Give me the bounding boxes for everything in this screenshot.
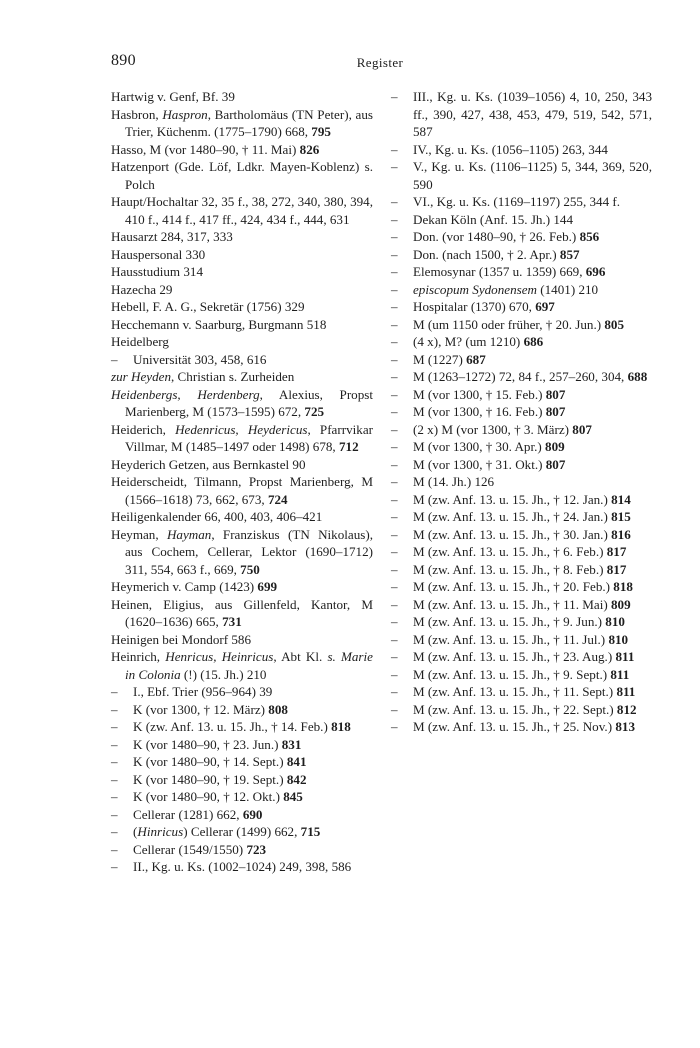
entry-text: , Christian s. Zurheiden (171, 369, 295, 384)
entry-main-page: 842 (286, 771, 307, 787)
index-subentry (391, 526, 652, 544)
index-subentry (391, 438, 652, 456)
entry-text: (1401) 210 (537, 281, 599, 297)
entry-text: II., Kg. u. Ks. (1002–1024) 249, 398, 586 (133, 859, 352, 874)
entry-text: Heidenbergs, Herdenberg (111, 386, 260, 402)
index-entry (111, 648, 373, 683)
entry-text: Hospitalar (1370) 670, (413, 299, 536, 314)
running-head: Register (356, 55, 404, 70)
index-subentry (111, 701, 373, 719)
index-subentry (111, 753, 373, 771)
index-subentry (391, 613, 652, 631)
index-subentry (391, 141, 652, 159)
index-subentry (391, 351, 652, 369)
subentry-dash: – (391, 159, 398, 174)
index-subentry (391, 246, 652, 264)
entry-text: M (zw. Anf. 13. u. 15. Jh., † 22. Sept.) (413, 701, 617, 717)
subentry-dash: – (391, 491, 398, 507)
entry-main-page: 816 (611, 526, 631, 542)
entry-text: M (zw. Anf. 13. u. 15. Jh., † 11. Jul.) (413, 631, 609, 647)
subentry-dash: – (391, 351, 398, 367)
entry-main-page: 712 (338, 439, 359, 454)
subentry-dash: – (111, 771, 118, 787)
entry-text: Haspron (162, 106, 208, 122)
index-subentry (391, 403, 652, 421)
index-entry (111, 228, 373, 246)
entry-main-page: 845 (283, 789, 303, 804)
subentry-dash: – (111, 736, 118, 752)
entry-main-page: 856 (579, 229, 600, 244)
index-subentry (391, 648, 652, 666)
entry-text: , Alexius, Propst Marienberg, M (1573–1595) 672, (125, 386, 374, 419)
entry-main-page: 690 (242, 806, 263, 822)
entry-text: Haupt/Hochaltar 32, 35 f., 38, 272, 340, 380, 394, 410 f., 414 f., 417 ff., 424, 434 f., 444, 631 (111, 194, 373, 227)
entry-text: Cellerar (1549/1550) (133, 841, 247, 857)
index-subentry (391, 158, 652, 193)
entry-main-page: 811 (610, 666, 630, 682)
entry-text: Elemosynar (1357 u. 1359) 669, (413, 264, 586, 279)
entry-text: , Pfarrvikar Villmar, M (1485–1497 oder 1498) 678, (125, 421, 373, 454)
entry-text: , Franziskus (TN Nikolaus), aus Cochem, Cellerar, Lektor (1690–1712) 311, 554, 663 f., 669, (125, 526, 374, 577)
entry-text: Hecchemann v. Saarburg, Burgmann 518 (111, 316, 327, 332)
subentry-dash: – (391, 334, 398, 349)
entry-main-page: 686 (523, 334, 544, 349)
subentry-dash: – (391, 649, 398, 664)
entry-text: M (zw. Anf. 13. u. 15. Jh., † 6. Feb.) (413, 544, 607, 559)
entry-main-page: 807 (572, 421, 592, 437)
subentry-dash: – (391, 614, 398, 629)
index-subentry (391, 473, 652, 491)
subentry-dash: – (391, 246, 398, 262)
entry-main-page: 857 (559, 246, 580, 262)
subentry-dash: – (111, 789, 118, 804)
entry-main-page: 807 (545, 404, 566, 419)
index-subentry (391, 193, 652, 211)
entry-text: V., Kg. u. Ks. (1106–1125) 5, 344, 369, 520, 590 (413, 159, 652, 192)
entry-main-page: 812 (616, 701, 637, 717)
index-subentry (391, 333, 652, 351)
subentry-dash: – (111, 824, 118, 839)
entry-text: M (zw. Anf. 13. u. 15. Jh., † 9. Jun.) (413, 614, 606, 629)
entry-text: Hauspersonal 330 (111, 246, 206, 262)
entry-main-page: 817 (606, 561, 627, 577)
index-column-right (391, 88, 652, 736)
entry-text: Heidelberg (111, 334, 169, 349)
index-subentry (111, 351, 373, 369)
entry-text: Heinen, Eligius, aus Gillenfeld, Kantor, M (1620–1636) 665, (111, 596, 373, 629)
entry-text: Heiderscheidt, Tilmann, Propst Marienberg, M (1566–1618) 73, 662, 673, (111, 474, 373, 507)
entry-main-page: 810 (605, 614, 625, 629)
index-subentry (391, 421, 652, 439)
subentry-dash: – (391, 526, 398, 542)
entry-main-page: 697 (535, 299, 555, 314)
entry-main-page: 818 (613, 579, 633, 594)
subentry-dash: – (391, 211, 398, 227)
index-subentry (391, 561, 652, 579)
entry-text: Cellerar (1281) 662, (133, 806, 243, 822)
index-subentry (391, 228, 652, 246)
subentry-dash: – (391, 666, 398, 682)
entry-main-page: 715 (300, 824, 321, 839)
entry-text: (!) (15. Jh.) 210 (180, 666, 267, 682)
index-entry (111, 596, 373, 631)
index-subentry (391, 508, 652, 526)
index-subentry (391, 578, 652, 596)
entry-text: M (zw. Anf. 13. u. 15. Jh., † 20. Feb.) (413, 579, 614, 594)
index-entry (111, 631, 373, 649)
page-number: 890 (111, 52, 136, 69)
entry-text: Heiligenkalender 66, 400, 403, 406–421 (111, 509, 323, 524)
entry-main-page: 811 (616, 684, 636, 699)
entry-text: Heinrich, (111, 649, 166, 664)
index-entry (111, 333, 373, 351)
index-entry (111, 473, 373, 508)
index-entry (111, 421, 373, 456)
index-entry (111, 578, 373, 596)
subentry-dash: – (391, 474, 398, 489)
subentry-dash: – (391, 316, 398, 332)
entry-text: , Abt Kl. (273, 649, 328, 664)
entry-text: Hasbron, (111, 106, 163, 122)
index-entry (111, 193, 373, 228)
index-column-left (111, 88, 373, 876)
entry-main-page: 817 (606, 544, 627, 559)
entry-text: episcopum Sydonensem (413, 281, 537, 297)
index-subentry (391, 596, 652, 614)
entry-main-page: 688 (627, 369, 648, 384)
subentry-dash: – (391, 596, 398, 612)
entry-text: Heymerich v. Camp (1423) (111, 579, 258, 594)
entry-text: Heyman, (111, 526, 167, 542)
entry-text: Universität 303, 458, 616 (133, 351, 267, 367)
subentry-dash: – (111, 806, 118, 822)
index-entry (111, 158, 373, 193)
entry-text: VI., Kg. u. Ks. (1169–1197) 255, 344 f. (413, 194, 621, 209)
index-subentry (111, 823, 373, 841)
entry-text: Hausarzt 284, 317, 333 (111, 229, 233, 244)
subentry-dash: – (391, 369, 398, 384)
index-subentry (391, 701, 652, 719)
index-subentry (111, 718, 373, 736)
subentry-dash: – (391, 579, 398, 594)
entry-text: M (zw. Anf. 13. u. 15. Jh., † 11. Mai) (413, 596, 611, 612)
subentry-dash: – (391, 544, 398, 559)
index-entry (111, 246, 373, 264)
index-subentry (391, 543, 652, 561)
entry-text: M (1227) (413, 351, 467, 367)
entry-text: Hazecha 29 (111, 281, 173, 297)
subentry-dash: – (391, 719, 398, 734)
entry-text: M (zw. Anf. 13. u. 15. Jh., † 30. Jan.) (413, 526, 612, 542)
entry-text: I., Ebf. Trier (956–964) 39 (133, 684, 273, 699)
entry-text: M (vor 1300, † 16. Feb.) (413, 404, 546, 419)
entry-text: K (vor 1480–90, † 12. Okt.) (133, 789, 284, 804)
index-entry (111, 88, 373, 106)
subentry-dash: – (391, 89, 398, 104)
entry-main-page: 699 (257, 579, 278, 594)
entry-text: K (vor 1480–90, † 23. Jun.) (133, 736, 282, 752)
entry-text: Henricus, Heinricus (165, 649, 274, 664)
subentry-dash: – (111, 684, 118, 699)
entry-text: M (vor 1300, † 15. Feb.) (413, 386, 546, 402)
entry-text: III., Kg. u. Ks. (1039–1056) 4, 10, 250, 343 ff., 390, 427, 438, 453, 479, 519, 542, 571, 587 (413, 89, 652, 139)
entry-text: M (vor 1300, † 30. Apr.) (413, 439, 546, 454)
entry-text: K (vor 1300, † 12. März) (133, 701, 269, 717)
index-entry (111, 526, 373, 579)
entry-text: Hatzenport (Gde. Löf, Ldkr. Mayen-Koblenz) s. Polch (111, 159, 373, 192)
index-entry (111, 508, 373, 526)
entry-text: M (14. Jh.) 126 (413, 474, 495, 489)
entry-main-page: 807 (545, 456, 566, 472)
index-subentry (391, 316, 652, 334)
entry-text: Don. (vor 1480–90, † 26. Feb.) (413, 229, 580, 244)
index-entry (111, 456, 373, 474)
entry-text: M (zw. Anf. 13. u. 15. Jh., † 11. Sept.) (413, 684, 617, 699)
subentry-dash: – (391, 456, 398, 472)
subentry-dash: – (391, 421, 398, 437)
index-subentry (111, 736, 373, 754)
subentry-dash: – (391, 299, 398, 314)
index-subentry (111, 788, 373, 806)
entry-text: Hasso, M (vor 1480–90, † 11. Mai) (111, 141, 300, 157)
index-subentry (111, 683, 373, 701)
entry-text: M (zw. Anf. 13. u. 15. Jh., † 24. Jan.) (413, 509, 612, 524)
entry-main-page: 750 (240, 561, 260, 577)
entry-main-page: 818 (331, 719, 351, 734)
entry-text: , Bartholomäus (TN Peter), aus Trier, Küchenm. (1775–1790) 668, (125, 106, 373, 139)
subentry-dash: – (111, 351, 118, 367)
entry-text: M (zw. Anf. 13. u. 15. Jh., † 25. Nov.) (413, 719, 616, 734)
index-subentry (391, 386, 652, 404)
entry-text: s. Marie in Colonia (125, 649, 373, 682)
index-subentry (391, 211, 652, 229)
index-entry (111, 141, 373, 159)
subentry-dash: – (391, 684, 398, 699)
index-subentry (391, 491, 652, 509)
index-subentry (391, 263, 652, 281)
index-subentry (391, 456, 652, 474)
entry-text: M (zw. Anf. 13. u. 15. Jh., † 8. Feb.) (413, 561, 607, 577)
entry-text: Dekan Köln (Anf. 15. Jh.) 144 (413, 211, 574, 227)
entry-text: M (vor 1300, † 31. Okt.) (413, 456, 546, 472)
entry-main-page: 696 (585, 264, 606, 279)
index-entry (111, 106, 373, 141)
entry-text: ) Cellerar (1499) 662, (183, 824, 301, 839)
subentry-dash: – (391, 229, 398, 244)
entry-text: Hebell, F. A. G., Sekretär (1756) 329 (111, 299, 305, 314)
entry-text: Hinricus (137, 824, 184, 839)
entry-main-page: 808 (268, 701, 288, 717)
entry-main-page: 805 (604, 316, 625, 332)
index-subentry (111, 771, 373, 789)
entry-main-page: 809 (610, 596, 631, 612)
subentry-dash: – (111, 754, 118, 769)
index-subentry (391, 666, 652, 684)
subentry-dash: – (391, 701, 398, 717)
index-subentry (391, 298, 652, 316)
entry-text: M (zw. Anf. 13. u. 15. Jh., † 9. Sept.) (413, 666, 611, 682)
entry-text: Hedenricus, Heydericus (175, 421, 308, 437)
entry-main-page: 831 (281, 736, 302, 752)
entry-text: K (vor 1480–90, † 19. Sept.) (133, 771, 287, 787)
index-subentry (391, 683, 652, 701)
entry-text: (4 x), M? (um 1210) (413, 334, 524, 349)
entry-text: K (zw. Anf. 13. u. 15. Jh., † 14. Feb.) (133, 719, 332, 734)
subentry-dash: – (391, 509, 398, 524)
entry-text: Heyderich Getzen, aus Bernkastel 90 (111, 456, 306, 472)
subentry-dash: – (391, 194, 398, 209)
entry-text: M (1263–1272) 72, 84 f., 257–260, 304, (413, 369, 628, 384)
index-subentry (391, 368, 652, 386)
entry-text: Hayman (166, 526, 212, 542)
entry-main-page: 731 (222, 614, 242, 629)
entry-text: M (zw. Anf. 13. u. 15. Jh., † 23. Aug.) (413, 649, 616, 664)
index-subentry (391, 718, 652, 736)
entry-text: Hartwig v. Genf, Bf. 39 (111, 89, 235, 104)
entry-text: Don. (nach 1500, † 2. Apr.) (413, 246, 560, 262)
index-subentry (111, 841, 373, 859)
subentry-dash: – (391, 141, 398, 157)
entry-main-page: 723 (246, 841, 267, 857)
entry-main-page: 687 (466, 351, 486, 367)
index-entry (111, 263, 373, 281)
entry-text: M (um 1150 oder früher, † 20. Jun.) (413, 316, 605, 332)
entry-text: zur Heyden (111, 369, 171, 384)
index-entry (111, 281, 373, 299)
entry-main-page: 811 (615, 649, 635, 664)
entry-text: K (vor 1480–90, † 14. Sept.) (133, 754, 287, 769)
entry-main-page: 795 (311, 124, 331, 139)
entry-main-page: 813 (615, 719, 635, 734)
index-entry (111, 368, 373, 386)
entry-main-page: 807 (545, 386, 566, 402)
subentry-dash: – (111, 719, 118, 734)
subentry-dash: – (111, 701, 118, 717)
entry-text: M (zw. Anf. 13. u. 15. Jh., † 12. Jan.) (413, 491, 612, 507)
index-subentry (111, 806, 373, 824)
entry-text: Heiderich, (111, 421, 176, 437)
entry-text: IV., Kg. u. Ks. (1056–1105) 263, 344 (413, 141, 608, 157)
entry-main-page: 826 (299, 141, 320, 157)
entry-text: Heinigen bei Mondorf 586 (111, 631, 252, 647)
subentry-dash: – (391, 404, 398, 419)
index-entry (111, 316, 373, 334)
index-entry (111, 386, 373, 421)
subentry-dash: – (391, 561, 398, 577)
subentry-dash: – (391, 631, 398, 647)
subentry-dash: – (391, 281, 398, 297)
index-entry (111, 298, 373, 316)
entry-main-page: 809 (545, 439, 565, 454)
index-subentry (391, 88, 652, 141)
entry-main-page: 725 (304, 404, 325, 419)
index-subentry (391, 281, 652, 299)
entry-main-page: 810 (608, 631, 629, 647)
subentry-dash: – (111, 859, 118, 874)
index-subentry (391, 631, 652, 649)
subentry-dash: – (391, 386, 398, 402)
index-subentry (111, 858, 373, 876)
entry-text: (2 x) M (vor 1300, † 3. März) (413, 421, 573, 437)
entry-main-page: 724 (267, 491, 288, 507)
entry-main-page: 841 (286, 754, 307, 769)
subentry-dash: – (111, 841, 118, 857)
entry-main-page: 814 (611, 491, 631, 507)
subentry-dash: – (391, 439, 398, 454)
entry-main-page: 815 (611, 509, 631, 524)
entry-text: ( (133, 824, 138, 839)
entry-text: Hausstudium 314 (111, 264, 204, 279)
subentry-dash: – (391, 264, 398, 279)
